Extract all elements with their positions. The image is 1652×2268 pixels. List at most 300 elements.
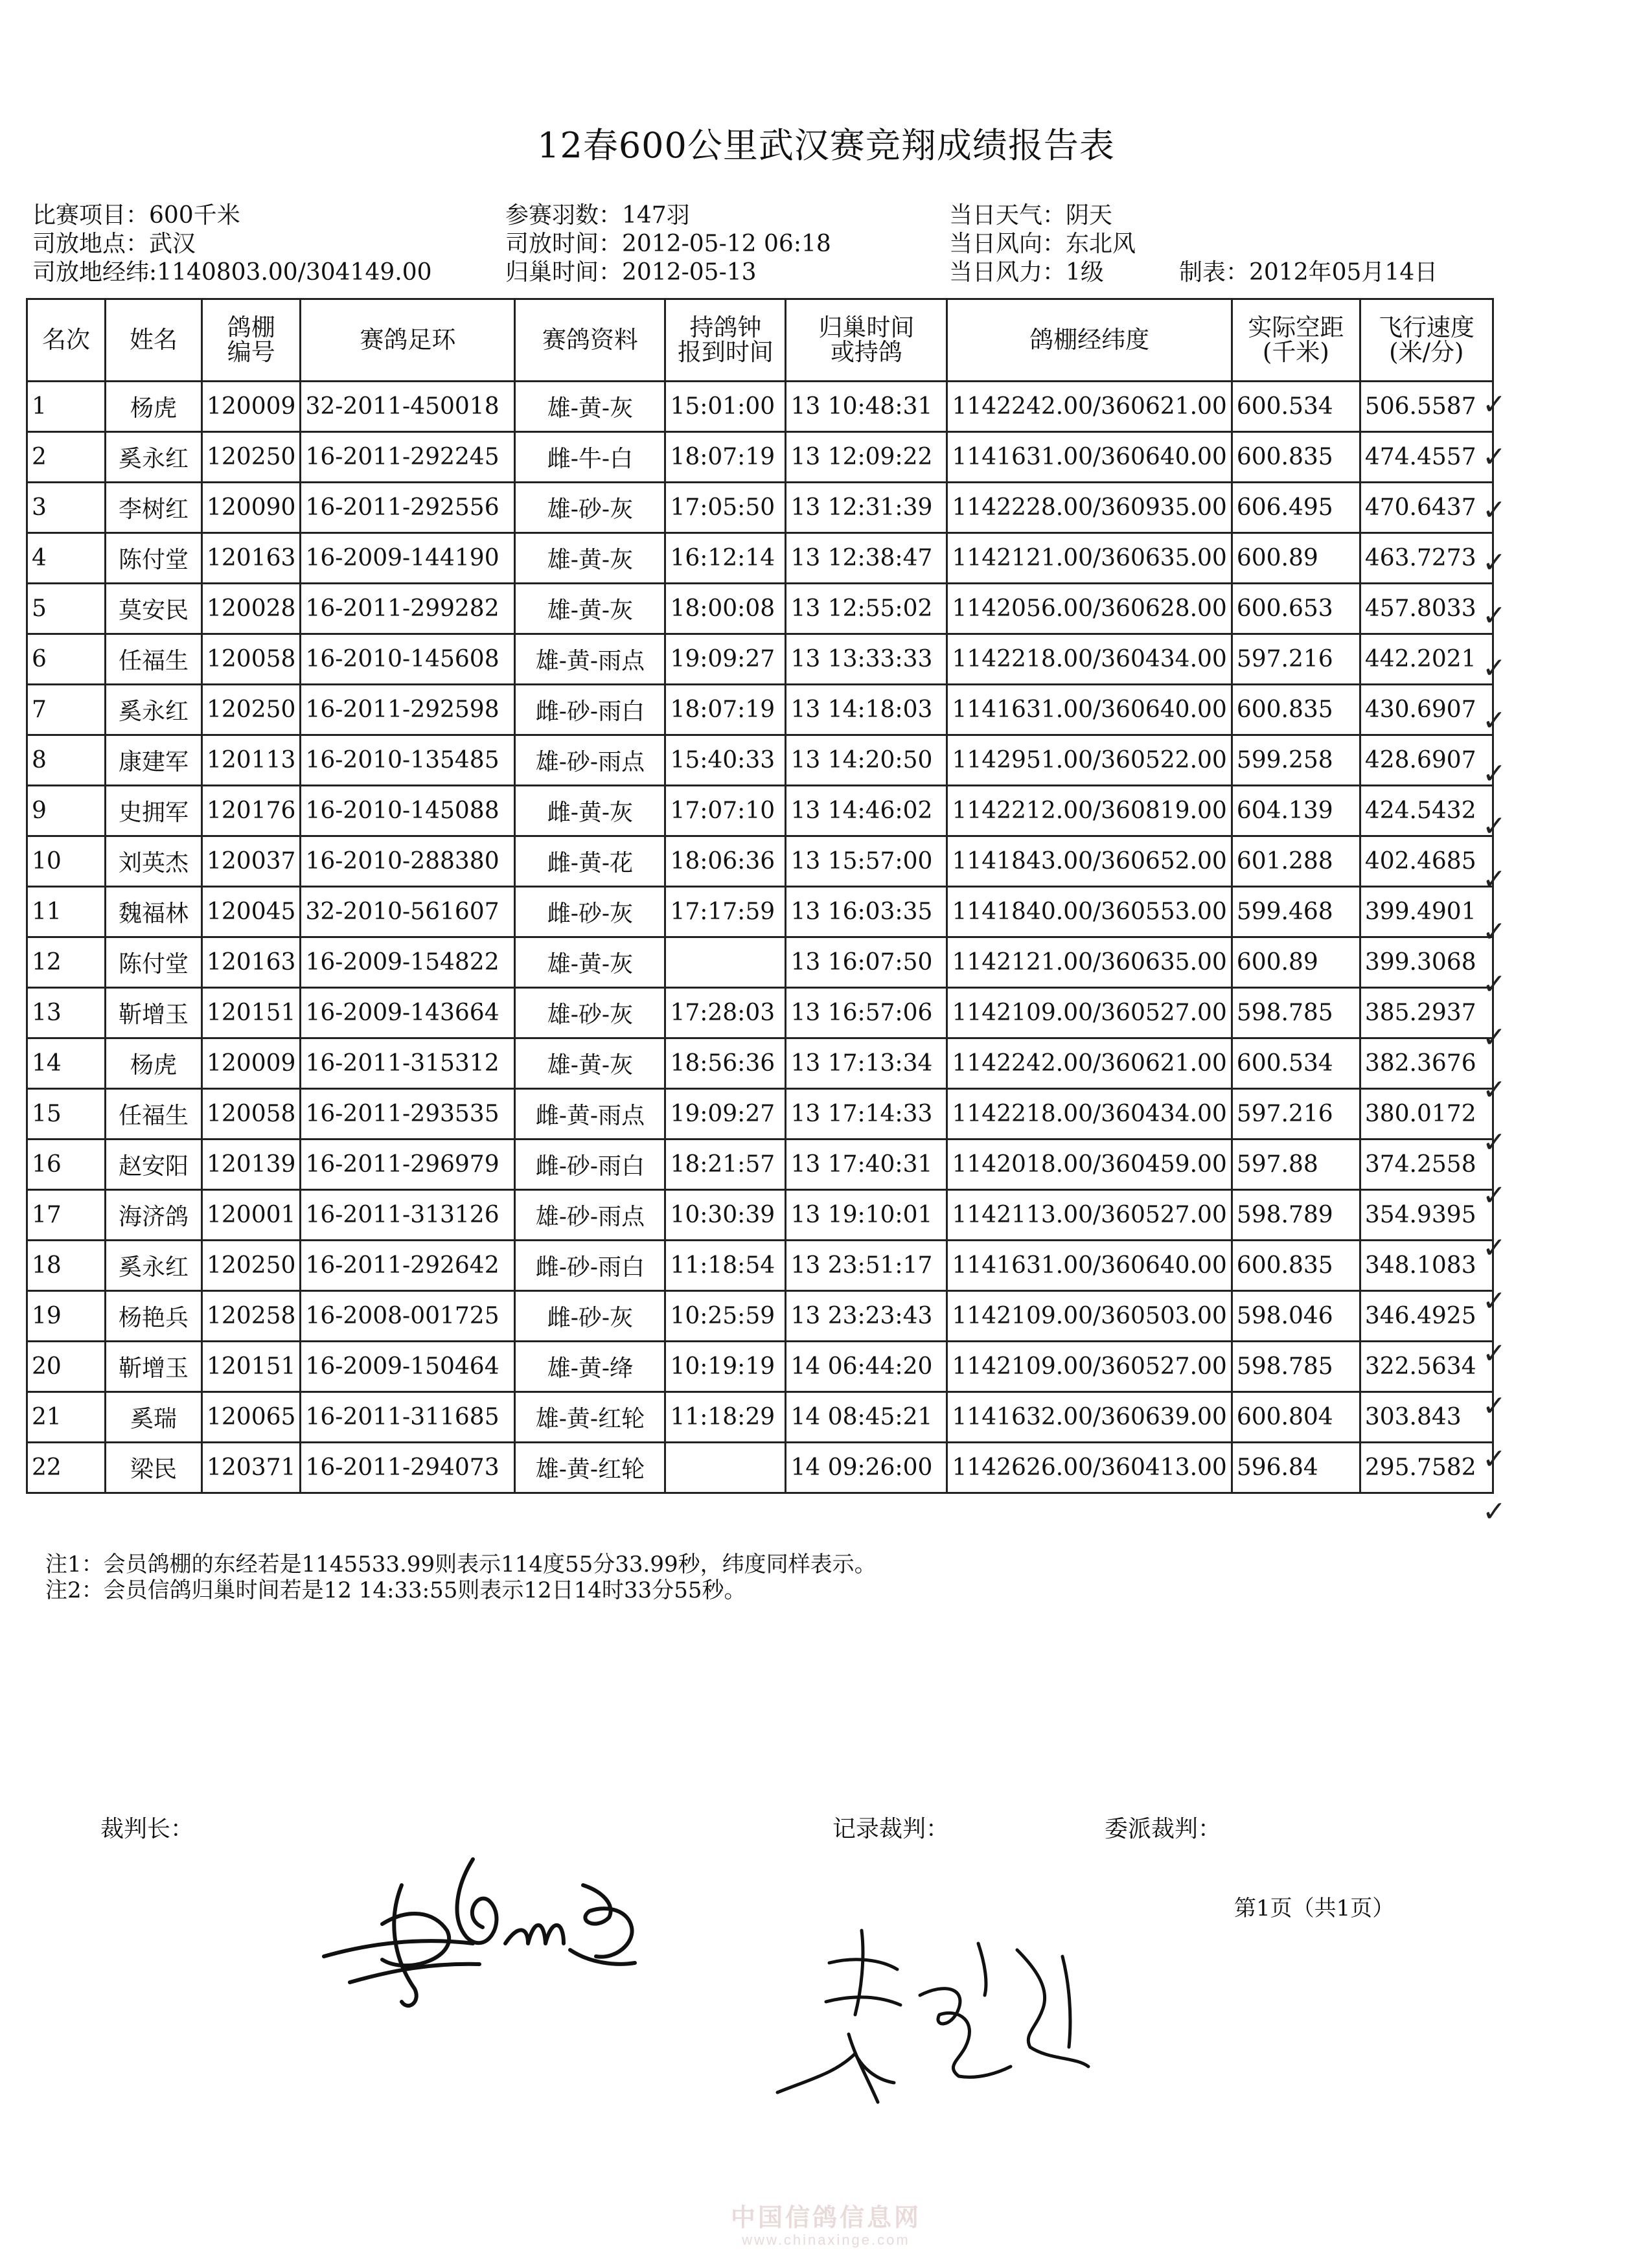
cell-ring: 16-2011-294073 [301, 1443, 515, 1493]
cell-loft-id: 120163 [202, 937, 301, 988]
cell-name: 奚永红 [106, 432, 202, 483]
cell-arrival-time: 14 06:44:20 [786, 1342, 947, 1392]
cell-coords: 1142626.00/360413.00 [947, 1443, 1232, 1493]
watermark-url: www.chinaxinge.com [742, 2232, 910, 2248]
meta-entries: 参赛羽数：147羽 [505, 202, 690, 229]
recording-referee-label: 记录裁判： [832, 1816, 950, 1842]
table-row [27, 1038, 1493, 1089]
cell-name: 奚永红 [106, 685, 202, 735]
cell-loft-id: 120037 [202, 836, 301, 887]
table-row [27, 786, 1493, 836]
cell-arrival-time: 13 17:40:31 [786, 1140, 947, 1190]
cell-arrival-time: 13 14:20:50 [786, 735, 947, 786]
cell-coords: 1142109.00/360527.00 [947, 988, 1232, 1038]
cell-loft-id: 120045 [202, 887, 301, 937]
cell-clock-time: 18:06:36 [665, 836, 786, 887]
cell-bird-info: 雄-黄-灰 [515, 1038, 665, 1089]
table-row [27, 685, 1493, 735]
check-mark-icon: ✓ [1482, 915, 1506, 948]
table-row [27, 584, 1493, 634]
cell-bird-info: 雌-黄-灰 [515, 786, 665, 836]
table-row [27, 887, 1493, 937]
cell-rank: 14 [27, 1038, 106, 1089]
cell-coords: 1141631.00/360640.00 [947, 1241, 1232, 1291]
cell-arrival-time: 13 10:48:31 [786, 382, 947, 432]
cell-arrival-time: 13 12:31:39 [786, 483, 947, 533]
results-body [27, 382, 1493, 1493]
cell-bird-info: 雌-砂-雨白 [515, 1241, 665, 1291]
cell-ring: 16-2011-292556 [301, 483, 515, 533]
meta-release-time: 司放时间：2012-05-12 06:18 [505, 231, 831, 257]
cell-ring: 16-2011-292598 [301, 685, 515, 735]
cell-clock-time: 11:18:54 [665, 1241, 786, 1291]
cell-speed: 430.6907 [1360, 685, 1493, 735]
cell-ring: 16-2009-154822 [301, 937, 515, 988]
cell-distance: 600.835 [1232, 432, 1360, 483]
check-mark-icon: ✓ [1482, 704, 1506, 738]
cell-name: 刘英杰 [106, 836, 202, 887]
cell-bird-info: 雄-黄-红轮 [515, 1392, 665, 1443]
cell-rank: 6 [27, 634, 106, 685]
cell-speed: 385.2937 [1360, 988, 1493, 1038]
results-table [26, 298, 1494, 1494]
table-row [27, 1443, 1493, 1493]
cell-speed: 470.6437 [1360, 483, 1493, 533]
cell-distance: 600.835 [1232, 685, 1360, 735]
cell-clock-time: 18:07:19 [665, 432, 786, 483]
cell-arrival-time: 13 14:46:02 [786, 786, 947, 836]
cell-ring: 16-2011-296979 [301, 1140, 515, 1190]
cell-ring: 16-2011-315312 [301, 1038, 515, 1089]
cell-coords: 1142109.00/360527.00 [947, 1342, 1232, 1392]
cell-rank: 22 [27, 1443, 106, 1493]
cell-clock-time: 17:07:10 [665, 786, 786, 836]
cell-clock-time: 15:01:00 [665, 382, 786, 432]
table-row [27, 1241, 1493, 1291]
cell-clock-time [665, 937, 786, 988]
meta-wind-force: 当日风力：1级 [949, 259, 1104, 286]
cell-loft-id: 120151 [202, 1342, 301, 1392]
table-row [27, 988, 1493, 1038]
cell-name: 任福生 [106, 634, 202, 685]
header-loft-id: 鸽棚 编号 [202, 299, 301, 382]
note-2: 注2：会员信鸽归巢时间若是12 14:33:55则表示12日14时33分55秒。 [45, 1577, 746, 1603]
cell-rank: 2 [27, 432, 106, 483]
cell-distance: 598.046 [1232, 1291, 1360, 1342]
cell-coords: 1142212.00/360819.00 [947, 786, 1232, 836]
cell-loft-id: 120058 [202, 634, 301, 685]
cell-bird-info: 雌-砂-灰 [515, 1291, 665, 1342]
cell-bird-info: 雄-砂-灰 [515, 988, 665, 1038]
cell-distance: 597.88 [1232, 1140, 1360, 1190]
cell-coords: 1141632.00/360639.00 [947, 1392, 1232, 1443]
cell-distance: 600.835 [1232, 1241, 1360, 1291]
meta-release-place: 司放地点：武汉 [32, 231, 196, 257]
check-mark-icon: ✓ [1482, 862, 1506, 896]
cell-speed: 322.5634 [1360, 1342, 1493, 1392]
cell-rank: 17 [27, 1190, 106, 1241]
table-row [27, 735, 1493, 786]
cell-speed: 424.5432 [1360, 786, 1493, 836]
cell-clock-time: 17:28:03 [665, 988, 786, 1038]
cell-name: 海济鸽 [106, 1190, 202, 1241]
cell-clock-time: 18:07:19 [665, 685, 786, 735]
cell-distance: 598.789 [1232, 1190, 1360, 1241]
check-mark-icon: ✓ [1482, 968, 1506, 1002]
header-distance: 实际空距 (千米) [1232, 299, 1360, 382]
cell-speed: 374.2558 [1360, 1140, 1493, 1190]
cell-rank: 4 [27, 533, 106, 584]
cell-bird-info: 雄-砂-灰 [515, 483, 665, 533]
cell-speed: 463.7273 [1360, 533, 1493, 584]
cell-arrival-time: 14 08:45:21 [786, 1392, 947, 1443]
cell-distance: 598.785 [1232, 988, 1360, 1038]
cell-rank: 9 [27, 786, 106, 836]
header-ring: 赛鸽足环 [301, 299, 515, 382]
cell-bird-info: 雄-黄-灰 [515, 937, 665, 988]
cell-loft-id: 120151 [202, 988, 301, 1038]
cell-ring: 16-2011-292245 [301, 432, 515, 483]
table-row [27, 937, 1493, 988]
cell-name: 史拥军 [106, 786, 202, 836]
cell-coords: 1142242.00/360621.00 [947, 382, 1232, 432]
cell-rank: 12 [27, 937, 106, 988]
check-mark-icon: ✓ [1482, 1495, 1506, 1529]
check-mark-icon: ✓ [1482, 1126, 1506, 1160]
cell-loft-id: 120028 [202, 584, 301, 634]
cell-distance: 606.495 [1232, 483, 1360, 533]
cell-rank: 5 [27, 584, 106, 634]
cell-bird-info: 雄-黄-雨点 [515, 634, 665, 685]
cell-rank: 15 [27, 1089, 106, 1140]
header-clock-time: 持鸽钟 报到时间 [665, 299, 786, 382]
table-row [27, 1140, 1493, 1190]
table-row [27, 634, 1493, 685]
cell-loft-id: 120250 [202, 1241, 301, 1291]
cell-name: 陈付堂 [106, 533, 202, 584]
table-row [27, 483, 1493, 533]
note-1: 注1：会员鸽棚的东经若是1145533.99则表示114度55分33.99秒，纬度同样表示。 [45, 1552, 877, 1577]
cell-coords: 1142109.00/360503.00 [947, 1291, 1232, 1342]
cell-rank: 3 [27, 483, 106, 533]
cell-arrival-time: 13 12:09:22 [786, 432, 947, 483]
cell-ring: 16-2009-143664 [301, 988, 515, 1038]
cell-bird-info: 雌-砂-雨白 [515, 685, 665, 735]
header-bird-info: 赛鸽资料 [515, 299, 665, 382]
cell-name: 李树红 [106, 483, 202, 533]
cell-name: 奚永红 [106, 1241, 202, 1291]
cell-coords: 1142218.00/360434.00 [947, 634, 1232, 685]
check-marks-column [1482, 378, 1521, 1539]
cell-ring: 16-2011-292642 [301, 1241, 515, 1291]
cell-loft-id: 120163 [202, 533, 301, 584]
cell-distance: 604.139 [1232, 786, 1360, 836]
cell-clock-time: 10:19:19 [665, 1342, 786, 1392]
cell-rank: 21 [27, 1392, 106, 1443]
cell-loft-id: 120250 [202, 685, 301, 735]
cell-speed: 295.7582 [1360, 1443, 1493, 1493]
table-row [27, 1089, 1493, 1140]
cell-bird-info: 雌-黄-花 [515, 836, 665, 887]
cell-rank: 19 [27, 1291, 106, 1342]
cell-coords: 1142121.00/360635.00 [947, 533, 1232, 584]
cell-loft-id: 120113 [202, 735, 301, 786]
cell-ring: 16-2010-135485 [301, 735, 515, 786]
cell-bird-info: 雄-黄-红轮 [515, 1443, 665, 1493]
cell-arrival-time: 13 23:23:43 [786, 1291, 947, 1342]
cell-coords: 1142951.00/360522.00 [947, 735, 1232, 786]
meta-weather: 当日天气：阴天 [949, 202, 1113, 229]
table-row [27, 533, 1493, 584]
cell-speed: 399.3068 [1360, 937, 1493, 988]
cell-coords: 1142218.00/360434.00 [947, 1089, 1232, 1140]
cell-arrival-time: 13 12:38:47 [786, 533, 947, 584]
cell-coords: 1141840.00/360553.00 [947, 887, 1232, 937]
check-mark-icon: ✓ [1482, 1231, 1506, 1265]
meta-column-right [949, 201, 1136, 287]
table-row [27, 1342, 1493, 1392]
cell-clock-time: 18:21:57 [665, 1140, 786, 1190]
cell-loft-id: 120371 [202, 1443, 301, 1493]
cell-loft-id: 120009 [202, 382, 301, 432]
cell-arrival-time: 13 13:33:33 [786, 634, 947, 685]
cell-distance: 600.653 [1232, 584, 1360, 634]
cell-name: 陈付堂 [106, 937, 202, 988]
cell-rank: 1 [27, 382, 106, 432]
cell-distance: 599.258 [1232, 735, 1360, 786]
table-row [27, 432, 1493, 483]
cell-name: 杨艳兵 [106, 1291, 202, 1342]
cell-bird-info: 雌-砂-雨白 [515, 1140, 665, 1190]
cell-ring: 16-2008-001725 [301, 1291, 515, 1342]
cell-distance: 600.89 [1232, 937, 1360, 988]
cell-rank: 16 [27, 1140, 106, 1190]
cell-ring: 16-2010-145088 [301, 786, 515, 836]
cell-speed: 348.1083 [1360, 1241, 1493, 1291]
cell-distance: 598.785 [1232, 1342, 1360, 1392]
cell-rank: 11 [27, 887, 106, 937]
cell-arrival-time: 13 14:18:03 [786, 685, 947, 735]
cell-bird-info: 雄-黄-灰 [515, 382, 665, 432]
cell-loft-id: 120250 [202, 432, 301, 483]
cell-coords: 1141631.00/360640.00 [947, 432, 1232, 483]
cell-name: 赵安阳 [106, 1140, 202, 1190]
cell-clock-time: 10:30:39 [665, 1190, 786, 1241]
cell-ring: 16-2011-311685 [301, 1392, 515, 1443]
cell-name: 靳增玉 [106, 988, 202, 1038]
cell-distance: 597.216 [1232, 1089, 1360, 1140]
watermark-site-name: 中国信鸽信息网 [730, 2205, 921, 2232]
cell-bird-info: 雄-黄-绛 [515, 1342, 665, 1392]
cell-rank: 18 [27, 1241, 106, 1291]
cell-distance: 599.468 [1232, 887, 1360, 937]
cell-arrival-time: 13 23:51:17 [786, 1241, 947, 1291]
cell-loft-id: 120258 [202, 1291, 301, 1342]
check-mark-icon: ✓ [1482, 1073, 1506, 1107]
cell-coords: 1141631.00/360640.00 [947, 685, 1232, 735]
cell-loft-id: 120090 [202, 483, 301, 533]
cell-ring: 16-2009-150464 [301, 1342, 515, 1392]
header-arrival-time: 归巢时间 或持鸽 [786, 299, 947, 382]
cell-distance: 600.534 [1232, 382, 1360, 432]
cell-speed: 402.4685 [1360, 836, 1493, 887]
cell-coords: 1142228.00/360935.00 [947, 483, 1232, 533]
check-mark-icon: ✓ [1482, 441, 1506, 474]
meta-event: 比赛项目：600千米 [32, 202, 240, 229]
cell-coords: 1142018.00/360459.00 [947, 1140, 1232, 1190]
cell-clock-time: 10:25:59 [665, 1291, 786, 1342]
table-row [27, 382, 1493, 432]
cell-clock-time: 18:00:08 [665, 584, 786, 634]
cell-name: 杨虎 [106, 382, 202, 432]
cell-distance: 600.804 [1232, 1392, 1360, 1443]
cell-clock-time: 17:05:50 [665, 483, 786, 533]
cell-speed: 428.6907 [1360, 735, 1493, 786]
cell-coords: 1142121.00/360635.00 [947, 937, 1232, 988]
meta-return-time: 归巢时间：2012-05-13 [505, 259, 757, 286]
cell-speed: 457.8033 [1360, 584, 1493, 634]
cell-loft-id: 120139 [202, 1140, 301, 1190]
cell-name: 梁民 [106, 1443, 202, 1493]
cell-arrival-time: 13 16:57:06 [786, 988, 947, 1038]
cell-clock-time: 11:18:29 [665, 1392, 786, 1443]
cell-loft-id: 120176 [202, 786, 301, 836]
meta-column-middle [505, 201, 831, 287]
cell-speed: 303.843 [1360, 1392, 1493, 1443]
cell-speed: 382.3676 [1360, 1038, 1493, 1089]
recording-referee-signature [764, 1918, 1114, 2131]
check-mark-icon: ✓ [1482, 651, 1506, 685]
meta-wind-direction: 当日风向：东北风 [949, 231, 1136, 257]
cell-bird-info: 雌-黄-雨点 [515, 1089, 665, 1140]
check-mark-icon: ✓ [1482, 757, 1506, 790]
cell-bird-info: 雌-牛-白 [515, 432, 665, 483]
cell-loft-id: 120058 [202, 1089, 301, 1140]
cell-bird-info: 雄-砂-雨点 [515, 1190, 665, 1241]
cell-clock-time [665, 1443, 786, 1493]
cell-bird-info: 雄-砂-雨点 [515, 735, 665, 786]
chief-referee-signature [311, 1846, 674, 2028]
cell-arrival-time: 13 17:13:34 [786, 1038, 947, 1089]
cell-coords: 1142113.00/360527.00 [947, 1190, 1232, 1241]
table-row [27, 836, 1493, 887]
cell-bird-info: 雄-黄-灰 [515, 533, 665, 584]
meta-release-coords: 司放地经纬:1140803.00/304149.00 [32, 259, 432, 286]
cell-arrival-time: 13 15:57:00 [786, 836, 947, 887]
cell-speed: 354.9395 [1360, 1190, 1493, 1241]
cell-name: 莫安民 [106, 584, 202, 634]
chief-referee-label: 裁判长： [100, 1816, 194, 1842]
check-mark-icon: ✓ [1482, 1020, 1506, 1054]
cell-name: 任福生 [106, 1089, 202, 1140]
cell-speed: 442.2021 [1360, 634, 1493, 685]
cell-ring: 16-2010-288380 [301, 836, 515, 887]
cell-arrival-time: 13 12:55:02 [786, 584, 947, 634]
notes [45, 1552, 877, 1603]
cell-rank: 13 [27, 988, 106, 1038]
cell-arrival-time: 14 09:26:00 [786, 1443, 947, 1493]
cell-arrival-time: 13 16:07:50 [786, 937, 947, 988]
header-speed: 飞行速度 (米/分) [1360, 299, 1493, 382]
cell-clock-time: 16:12:14 [665, 533, 786, 584]
cell-coords: 1142242.00/360621.00 [947, 1038, 1232, 1089]
cell-ring: 16-2010-145608 [301, 634, 515, 685]
cell-bird-info: 雄-黄-灰 [515, 584, 665, 634]
cell-name: 魏福林 [106, 887, 202, 937]
cell-speed: 399.4901 [1360, 887, 1493, 937]
cell-name: 杨虎 [106, 1038, 202, 1089]
report-title: 12春600公里武汉赛竞翔成绩报告表 [537, 125, 1115, 166]
table-row [27, 1392, 1493, 1443]
cell-rank: 20 [27, 1342, 106, 1392]
cell-rank: 8 [27, 735, 106, 786]
check-mark-icon: ✓ [1482, 1284, 1506, 1318]
cell-arrival-time: 13 19:10:01 [786, 1190, 947, 1241]
cell-speed: 506.5587 [1360, 382, 1493, 432]
check-mark-icon: ✓ [1482, 546, 1506, 580]
cell-coords: 1142056.00/360628.00 [947, 584, 1232, 634]
cell-loft-id: 120001 [202, 1190, 301, 1241]
meta-column-left [32, 201, 432, 287]
check-mark-icon: ✓ [1482, 493, 1506, 527]
cell-clock-time: 17:17:59 [665, 887, 786, 937]
cell-ring: 16-2009-144190 [301, 533, 515, 584]
cell-name: 靳增玉 [106, 1342, 202, 1392]
cell-loft-id: 120065 [202, 1392, 301, 1443]
cell-rank: 7 [27, 685, 106, 735]
check-mark-icon: ✓ [1482, 599, 1506, 632]
cell-arrival-time: 13 16:03:35 [786, 887, 947, 937]
cell-ring: 32-2010-561607 [301, 887, 515, 937]
cell-ring: 16-2011-299282 [301, 584, 515, 634]
cell-speed: 474.4557 [1360, 432, 1493, 483]
cell-name: 康建军 [106, 735, 202, 786]
meta-prepared-date: 制表：2012年05月14日 [1179, 259, 1438, 286]
cell-rank: 10 [27, 836, 106, 887]
cell-ring: 16-2011-313126 [301, 1190, 515, 1241]
check-mark-icon: ✓ [1482, 1442, 1506, 1476]
cell-distance: 597.216 [1232, 634, 1360, 685]
cell-distance: 600.534 [1232, 1038, 1360, 1089]
table-header-row [27, 299, 1493, 382]
cell-clock-time: 15:40:33 [665, 735, 786, 786]
page-info: 第1页（共1页） [1234, 1896, 1395, 1921]
check-mark-icon: ✓ [1482, 1178, 1506, 1212]
check-mark-icon: ✓ [1482, 1390, 1506, 1423]
cell-distance: 601.288 [1232, 836, 1360, 887]
header-rank: 名次 [27, 299, 106, 382]
table-row [27, 1291, 1493, 1342]
cell-clock-time: 19:09:27 [665, 1089, 786, 1140]
cell-distance: 600.89 [1232, 533, 1360, 584]
cell-speed: 346.4925 [1360, 1291, 1493, 1342]
cell-clock-time: 19:09:27 [665, 634, 786, 685]
delegated-referee-label: 委派裁判： [1105, 1816, 1222, 1842]
cell-loft-id: 120009 [202, 1038, 301, 1089]
cell-name: 奚瑞 [106, 1392, 202, 1443]
cell-arrival-time: 13 17:14:33 [786, 1089, 947, 1140]
cell-bird-info: 雌-砂-灰 [515, 887, 665, 937]
cell-speed: 380.0172 [1360, 1089, 1493, 1140]
cell-ring: 32-2011-450018 [301, 382, 515, 432]
check-mark-icon: ✓ [1482, 1337, 1506, 1371]
check-mark-icon: ✓ [1482, 810, 1506, 843]
cell-clock-time: 18:56:36 [665, 1038, 786, 1089]
header-name: 姓名 [106, 299, 202, 382]
cell-coords: 1141843.00/360652.00 [947, 836, 1232, 887]
check-mark-icon: ✓ [1482, 388, 1506, 421]
table-row [27, 1190, 1493, 1241]
